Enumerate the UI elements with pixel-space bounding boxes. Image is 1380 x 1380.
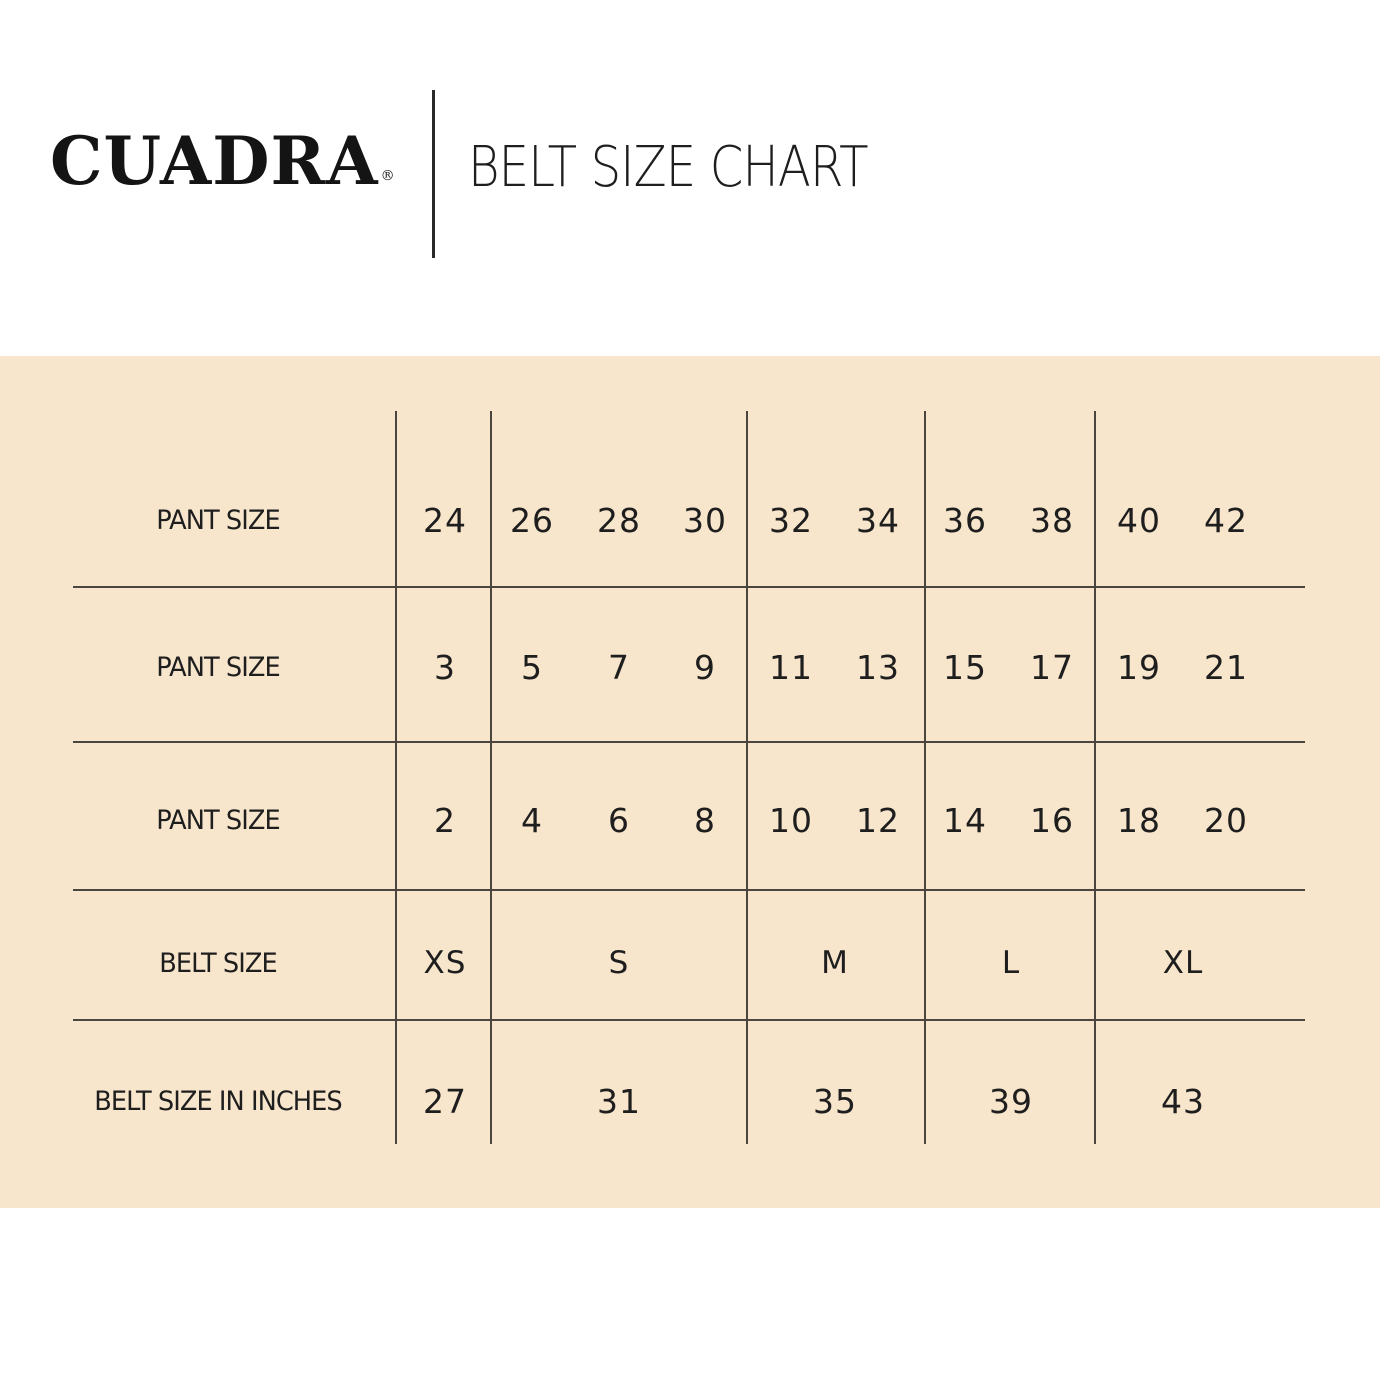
table-cell: 43 — [1161, 1081, 1205, 1121]
table-cell: 36 — [943, 500, 987, 540]
table-cell: 28 — [597, 500, 641, 540]
table-cell: 31 — [597, 1081, 641, 1121]
registered-mark: ® — [380, 168, 396, 184]
table-cell: 16 — [1030, 800, 1074, 840]
table-cell: XS — [423, 945, 467, 981]
page-title: BELT SIZE CHART — [468, 135, 868, 200]
table-cell: 18 — [1117, 800, 1161, 840]
table-cell: 13 — [856, 647, 900, 687]
table-cell: M — [821, 945, 849, 981]
table-cell: 32 — [769, 500, 813, 540]
table-cell: 17 — [1030, 647, 1074, 687]
table-cell: L — [1001, 945, 1021, 981]
table-cell: 19 — [1117, 647, 1161, 687]
table-cell: 34 — [856, 500, 900, 540]
table-cell: 2 — [434, 800, 456, 840]
table-cell: 11 — [769, 647, 813, 687]
table-cell: 9 — [694, 647, 716, 687]
table-cell: 27 — [423, 1081, 467, 1121]
table-cell: 10 — [769, 800, 813, 840]
table-cell: 26 — [510, 500, 554, 540]
row-label: BELT SIZE IN INCHES — [94, 1085, 342, 1117]
row-divider — [73, 1019, 1305, 1021]
table-cell: S — [608, 945, 630, 981]
table-cell: 6 — [608, 800, 630, 840]
row-label: BELT SIZE — [159, 947, 277, 979]
table-cell: 14 — [943, 800, 987, 840]
table-cell: XL — [1162, 945, 1204, 981]
table-cell: 20 — [1204, 800, 1248, 840]
row-divider — [73, 586, 1305, 588]
table-cell: 39 — [989, 1081, 1033, 1121]
table-cell: 5 — [521, 647, 543, 687]
row-label: PANT SIZE — [156, 804, 280, 836]
row-divider — [73, 741, 1305, 743]
size-chart-table — [0, 356, 1380, 1208]
table-cell: 24 — [423, 500, 467, 540]
row-label: PANT SIZE — [156, 504, 280, 536]
table-cell: 21 — [1204, 647, 1248, 687]
table-cell: 7 — [608, 647, 630, 687]
table-cell: 4 — [521, 800, 543, 840]
table-cell: 42 — [1204, 500, 1248, 540]
table-cell: 15 — [943, 647, 987, 687]
row-label: PANT SIZE — [156, 651, 280, 683]
table-cell: 3 — [434, 647, 456, 687]
table-cell: 8 — [694, 800, 716, 840]
header-divider — [432, 90, 435, 258]
table-cell: 40 — [1117, 500, 1161, 540]
row-divider — [73, 889, 1305, 891]
table-cell: 30 — [683, 500, 727, 540]
table-cell: 38 — [1030, 500, 1074, 540]
table-cell: 35 — [813, 1081, 857, 1121]
brand-logo — [50, 122, 396, 200]
header — [0, 0, 1380, 300]
brand-name: CUADRA — [50, 122, 379, 200]
table-cell: 12 — [856, 800, 900, 840]
